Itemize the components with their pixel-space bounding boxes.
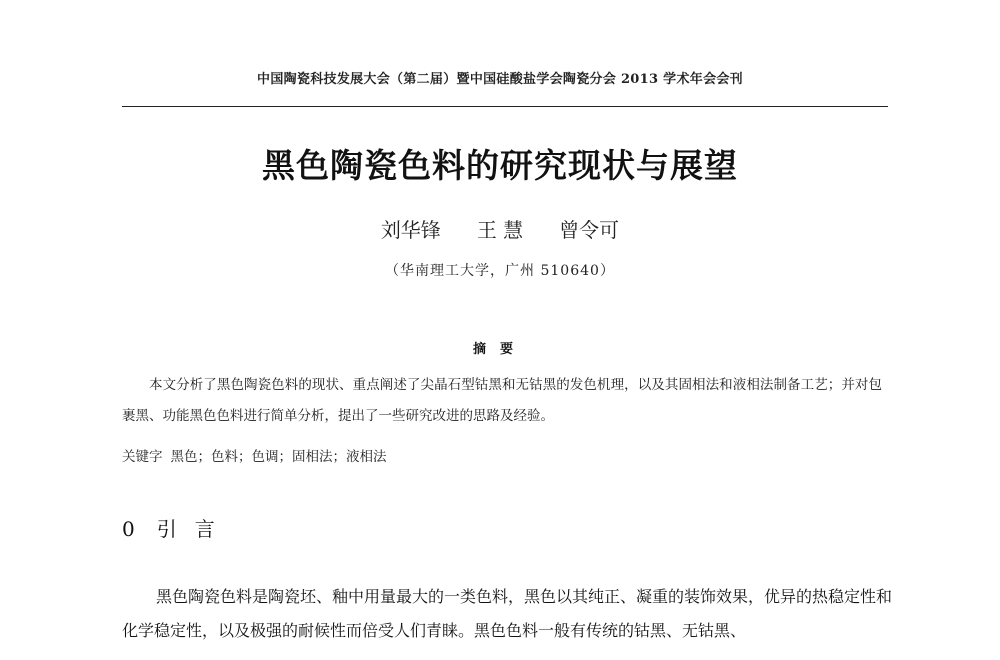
affiliation: （华南理工大学，广州 510640） xyxy=(385,263,615,279)
keywords-label: 关键字 xyxy=(122,449,163,465)
author-list xyxy=(0,214,1000,243)
section-number: 0 xyxy=(122,517,135,541)
section-title: 引言 xyxy=(156,517,233,541)
keywords-text: 黑色；色料；色调；固相法；液相法 xyxy=(170,449,387,465)
header-rule xyxy=(122,106,888,107)
section-heading xyxy=(122,513,233,542)
author-name: 曾令可 xyxy=(559,218,620,242)
paper-title: 黑色陶瓷色料的研究现状与展望 xyxy=(262,146,738,185)
body-paragraph: 黑色陶瓷色料是陶瓷坯、釉中用量最大的一类色料，黑色以其纯正、凝重的装饰效果，优异的热稳定性和化学稳定性，以及极强的耐候性而倍受人们青睐。黑色色料一般有传统的钴黑、无钴黑、 xyxy=(122,587,893,640)
running-header: 中国陶瓷科技发展大会（第二届）暨中国硅酸盐学会陶瓷分会 2013 学术年会会刊 xyxy=(257,72,743,87)
keywords-line xyxy=(122,445,882,465)
author-name: 刘华锋 xyxy=(380,218,441,242)
abstract-body: 本文分析了黑色陶瓷色料的现状、重点阐述了尖晶石型钴黑和无钴黑的发色机理，以及其固相法和液相法制备工艺；并对包裹黑、功能黑色色料进行简单分析，提出了一些研究改进的思路及经验。 xyxy=(122,377,882,424)
author-name: 王 慧 xyxy=(476,218,524,242)
abstract-heading: 摘要 xyxy=(472,342,527,357)
